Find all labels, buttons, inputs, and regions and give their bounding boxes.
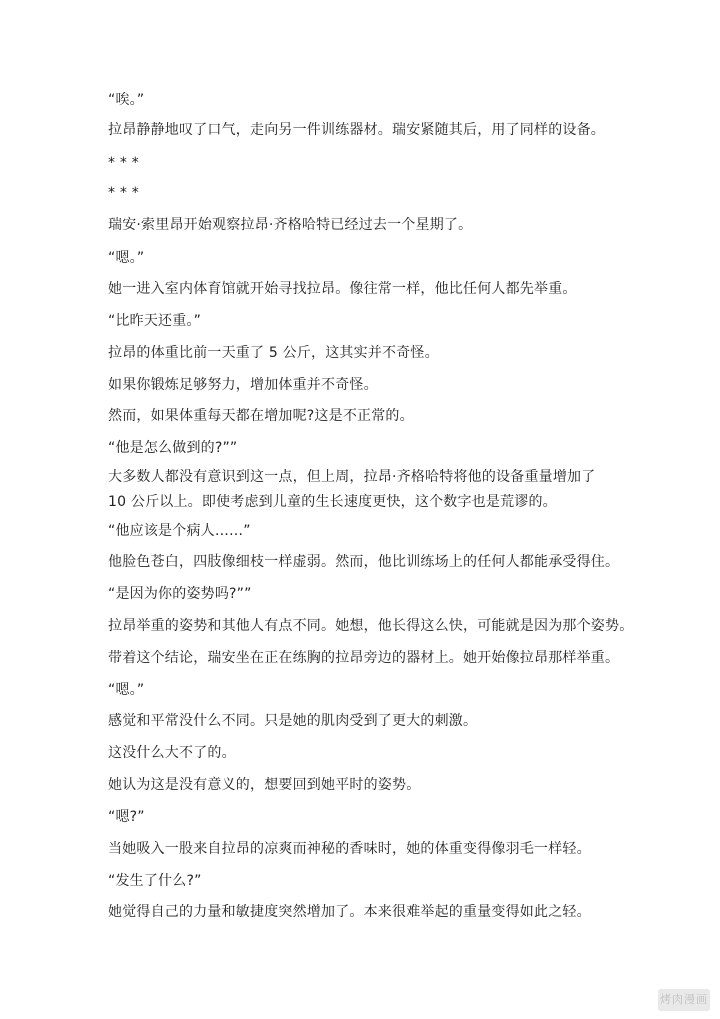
paragraph: “他应该是个病人……”	[108, 523, 251, 539]
paragraph: 如果你锻炼足够努力，增加体重并不奇怪。	[108, 377, 378, 393]
paragraph: 她认为这是没有意义的，想要回到她平时的姿势。	[108, 777, 421, 793]
paragraph: 她觉得自己的力量和敏捷度突然增加了。本来很难举起的重量变得如此之轻。	[108, 904, 591, 920]
paragraph: 她一进入室内体育馆就开始寻找拉昂。像往常一样，他比任何人都先举重。	[108, 281, 577, 297]
section-break: * * *	[108, 155, 139, 171]
paragraph: “嗯。”	[108, 250, 145, 266]
paragraph: 拉昂静静地叹了口气，走向另一件训练器材。瑞安紧随其后，用了同样的设备。	[108, 122, 605, 138]
paragraph: 瑞安·索里昂开始观察拉昂·齐格哈特已经过去一个星期了。	[108, 217, 473, 233]
paragraph: “是因为你的姿势吗?””	[108, 586, 252, 602]
paragraph: 这没什么大不了的。	[108, 745, 236, 761]
paragraph: 他脸色苍白，四肢像细枝一样虚弱。然而，他比训练场上的任何人都能承受得住。	[108, 554, 620, 570]
paragraph: “比昨天还重。”	[108, 313, 202, 329]
section-break: * * *	[108, 185, 139, 201]
paragraph: 拉昂举重的姿势和其他人有点不同。她想，他长得这么快，可能就是因为那个姿势。	[108, 618, 634, 634]
paragraph: “嗯?”	[108, 809, 145, 825]
paragraph: 当她吸入一股来自拉昂的凉爽而神秘的香味时，她的体重变得像羽毛一样轻。	[108, 841, 591, 857]
paragraph: 大多数人都没有意识到这一点，但上周，拉昂·齐格哈特将他的设备重量增加了 10 公斤以上。即使考虑到儿童的生长速度更快，这个数字也是荒谬的。	[108, 469, 596, 510]
paragraph: 感觉和平常没什么不同。只是她的肌肉受到了更大的刺激。	[108, 713, 478, 729]
paragraph: “发生了什么?”	[108, 873, 202, 889]
watermark-badge: 烤肉漫画	[658, 989, 710, 1011]
paragraph: 然而，如果体重每天都在增加呢?这是不正常的。	[108, 408, 414, 424]
paragraph: “嗯。”	[108, 682, 145, 698]
paragraph: 带着这个结论，瑞安坐在正在练胸的拉昂旁边的器材上。她开始像拉昂那样举重。	[108, 650, 620, 666]
paragraph: 拉昂的体重比前一天重了 5 公斤，这其实并不奇怪。	[108, 345, 439, 361]
paragraph: “他是怎么做到的?””	[108, 440, 238, 456]
paragraph: “唉。”	[108, 92, 145, 108]
